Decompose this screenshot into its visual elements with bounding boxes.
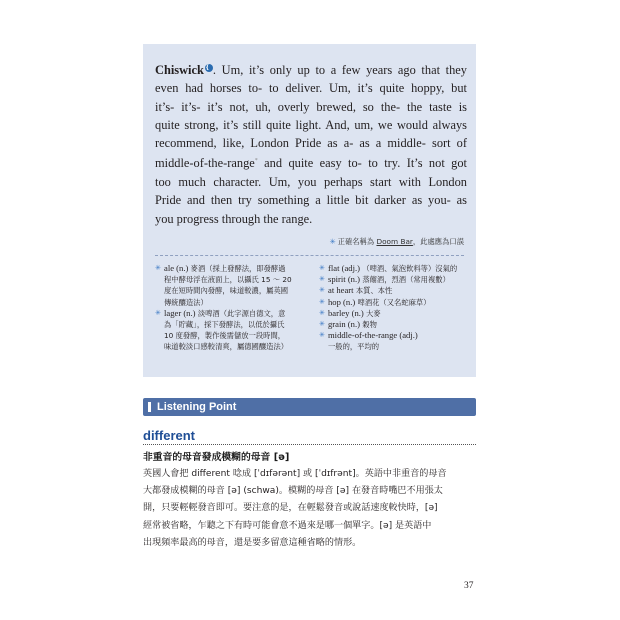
underlined-term: Doom Bar: [376, 237, 413, 246]
page-number: 37: [464, 581, 474, 591]
star-icon: ✳: [155, 308, 161, 317]
vocab-item: ✳ middle-of-the-range (adj.) 一般的，平均的: [319, 330, 418, 352]
focus-word: different: [143, 428, 195, 443]
transcript-line: middle-of-the-range* and quite easy to- to try. It’s not got: [155, 156, 467, 171]
star-icon: ✳: [319, 286, 325, 295]
transcript-panel: [143, 44, 476, 377]
dotted-rule: [143, 444, 476, 445]
body-line: 英國人會把 different 唸成 [ˈdɪfərənt] 或 [ˈdɪfrənt]。英語中非重音的母音: [143, 469, 447, 479]
star-icon: ✳: [319, 308, 325, 317]
body-line: 經常被省略，乍聽之下有時可能會意不過來是哪一個單字。[ə] 是英語中: [143, 520, 432, 531]
body-line: 出現頻率最高的母音，還是要多留意這種省略的情形。: [143, 537, 362, 548]
star-icon: ✳: [319, 275, 325, 284]
star-icon: ✳: [155, 264, 161, 272]
subheading: 非重音的母音發成模糊的母音 [ə]: [143, 452, 290, 463]
vocab-item: ✳ lager (n.) 淡啤酒（此字源自德文，意 為「貯藏」，採下發酵法，以低於攝氏 10 度發酵，製作後需儲放一段時間， 味道較淡口感較清爽，屬德國釀造法）: [155, 307, 289, 352]
body-line: 開，只要輕輕發音即可。要注意的是，在輕鬆發音或說話速度較快時，[ə]: [143, 503, 438, 514]
vocab-term: grain (n.): [328, 319, 360, 330]
transcript-line: even had horses to- to deliver. Um, it’s quite hoppy, but: [155, 81, 467, 96]
footnote: ✳ 正確名稱為 Doom Bar，此處應為口誤: [329, 237, 464, 246]
star-icon: ✳: [319, 320, 325, 329]
vocab-term: at heart: [328, 285, 354, 296]
transcript-line: you progress through the range.: [155, 211, 313, 226]
star-icon: ✳: [319, 331, 325, 340]
vocab-item: ✳ spirit (n.) 蒸餾酒，烈酒（常用複數）: [319, 274, 450, 285]
vocab-term: ale (n.): [164, 263, 189, 273]
vocab-item: ✳ ale (n.) 麥酒（採上發酵法，即發酵過 程中酵母浮在液面上，以攝氏 15 ～ 20 度在短時間內發酵，味道較濃，屬英國 傳統釀造法）: [155, 263, 292, 307]
header-accent-bar: [148, 402, 151, 412]
vocab-item: ✳ barley (n.) 大麥: [319, 307, 381, 318]
transcript-line: quite strong, it’s still quite light. And, um, we would always: [155, 117, 467, 132]
transcript-line: Chiswick❴ . Um, it’s only up to a few years ago that they: [155, 63, 467, 77]
star-icon: ✳: [319, 264, 325, 272]
transcript-line: it’s- it’s- it’s not, uh, overly brewed, so the- the taste is: [155, 99, 467, 114]
transcript-line: recommend, like, London Pride as a- as a middle- sort of: [155, 136, 467, 151]
vocab-list-left: [155, 263, 305, 353]
vocab-term: barley (n.): [328, 307, 364, 318]
vocab-term: lager (n.): [164, 307, 196, 318]
vocab-item: ✳ at heart 本質、本性: [319, 285, 393, 296]
vocab-term: hop (n.): [328, 296, 356, 307]
vocab-item: ✳ grain (n.) 穀物: [319, 319, 377, 330]
star-icon: ✳: [319, 297, 325, 306]
vocab-item: ✳ flat (adj.) （啤酒、氣泡飲料等）沒氣的: [319, 263, 458, 273]
vocab-term: middle-of-the-range (adj.): [328, 330, 418, 341]
speaker-name: Chiswick: [155, 63, 204, 77]
section-title: Listening Point: [157, 401, 237, 413]
body-line: 大都發成模糊的母音 [ə] (schwa)。模糊的母音 [ə] 在發音時嘴巴不用張太: [143, 486, 443, 497]
listening-point-header: [143, 398, 476, 416]
transcript-line: Pride and then try something a little bit darker as you- as: [155, 193, 467, 208]
vocab-star-marker: *: [254, 158, 258, 165]
vocab-term: spirit (n.): [328, 274, 360, 285]
star-icon: ✳: [329, 237, 336, 246]
explanation-text: [143, 466, 476, 552]
vocab-term: flat (adj.): [328, 263, 360, 273]
vocab-item: ✳ hop (n.) 啤酒花（又名蛇麻草）: [319, 296, 431, 307]
transcript-line: too much character. Um, you perhaps start with London: [155, 174, 467, 189]
dashed-divider: [155, 255, 464, 256]
transcript-text: [155, 61, 467, 228]
vocab-list-right: [319, 263, 469, 353]
footnote-marker: ❴: [205, 64, 213, 72]
